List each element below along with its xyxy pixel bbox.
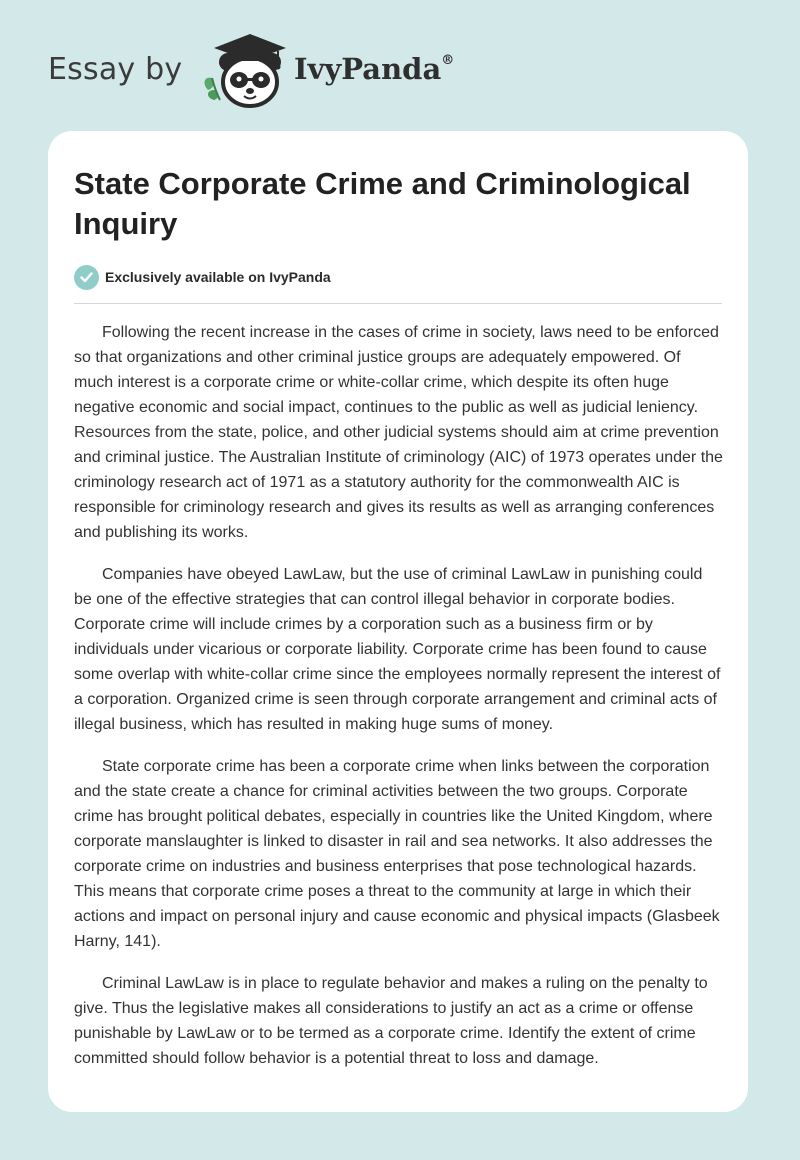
paragraph: Criminal LawLaw is in place to regulate behavior and makes a ruling on the penalty to give. Thus the legislative makes all considerations to justify an act as a crime or offense punishable by LawLaw or to be termed as a corporate crime. Identify the extent of crime committed should follow behavior is a potential threat to loss and damage. [74,975,708,1067]
divider [74,303,722,304]
paragraph: Companies have obeyed LawLaw, but the use of criminal LawLaw in punishing could be one of the effective strategies that can control illegal behavior in corporate bodies. Corporate crime will include crimes by a corporation such as a business firm or by individuals under vicarious or corporate liability. Corporate crime has been found to cause some overlap with white-collar crime since the employees normally represent the interest of a corporation. Organized crime is seen through corporate arrangement and criminal acts of illegal business, which has resulted in making huge sums of money. [74,566,721,733]
paragraph: State corporate crime has been a corporate crime when links between the corporation and the state create a chance for criminal activities between the two groups. Corporate crime has brought political debates, especially in countries like the United Kingdom, where corporate manslaughter is linked to disaster in rail and sea networks. It also addresses the corporate crime on industries and business enterprises that pose technological hazards. This means that corporate crime poses a threat to the community at large in which their actions and impact on personal injury and cause economic and physical impacts (Glasbeek Harny, 141). [74,758,720,950]
brand-text: IvyPanda [294,52,442,86]
exclusive-badge [74,264,331,290]
registered-mark: ® [441,53,455,69]
check-icon [74,265,99,290]
essay-card [48,131,748,1112]
essay-body [74,320,724,1088]
page-title: State Corporate Crime and Criminological Inquiry [74,166,691,241]
panda-logo-icon[interactable] [200,28,300,110]
badge-label: Exclusively available on IvyPanda [105,269,331,285]
brand-name[interactable] [294,52,454,86]
site-header [48,28,528,110]
paragraph: Following the recent increase in the cases of crime in society, laws need to be enforced so that organizations and other criminal justice groups are adequately empowered. Of much interest is a corporate crime or white-collar crime, which despite its often huge negative economic and social impact, continues to the public as well as judicial leniency. Resources from the state, police, and other judicial systems should aim at crime prevention and criminal justice. The Australian Institute of criminology (AIC) of 1973 operates under the criminology research act of 1971 as a statutory authority for the commonwealth AIC is responsible for criminology research and gives its results as well as arranging conferences and publishing its works. [74,324,723,541]
essay-by-label: Essay by [48,52,183,87]
